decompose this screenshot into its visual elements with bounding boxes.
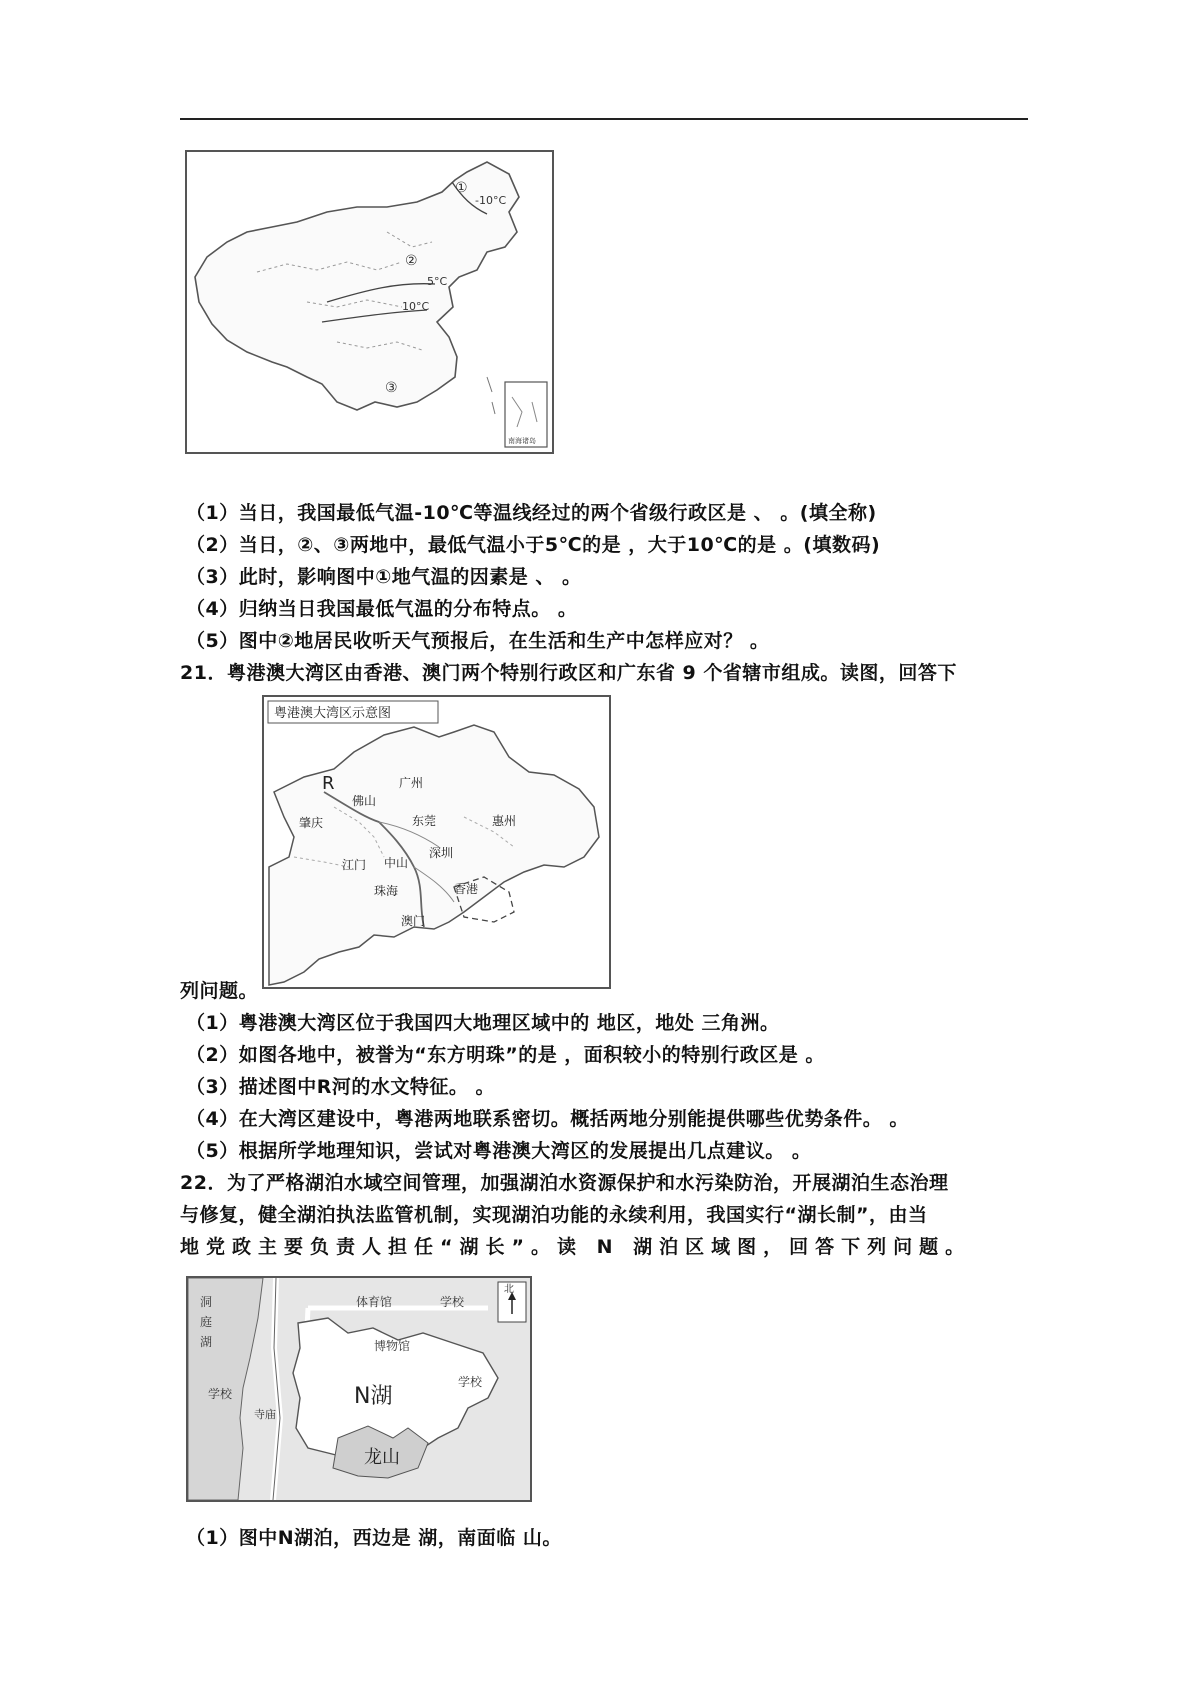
school-left-label: 学校 xyxy=(208,1387,233,1401)
greater-bay-area-map xyxy=(262,695,611,989)
north-label: 北 xyxy=(504,1284,514,1295)
museum-label: 博物馆 xyxy=(374,1339,411,1353)
huizhou-label: 惠州 xyxy=(492,814,517,828)
inset-label: 南海诸岛 xyxy=(508,437,536,445)
gym-label: 体育馆 xyxy=(356,1295,393,1309)
n-lake-label: N湖 xyxy=(354,1384,393,1409)
q20-item-2: （2）当日，②、③两地中，最低气温小于5℃的是 ，大于10℃的是 。(填数码) xyxy=(186,534,881,556)
gba-map-title: 粤港澳大湾区示意图 xyxy=(274,706,392,721)
q22-item-1: （1）图中N湖泊，西边是 湖，南面临 山。 xyxy=(186,1527,562,1549)
q20-item-4: （4）归纳当日我国最低气温的分布特点。 。 xyxy=(186,598,578,620)
q21-intro-line-2: 列问题。 xyxy=(180,980,259,1002)
isotherm-minus10-label: -10°C xyxy=(475,194,507,207)
q21-item-5: （5）根据所学地理知识，尝试对粤港澳大湾区的发展提出几点建议。 。 xyxy=(186,1140,812,1162)
q21-item-1: （1）粤港澳大湾区位于我国四大地理区域中的 地区，地处 三角洲。 xyxy=(186,1012,780,1034)
guangzhou-label: 广州 xyxy=(399,776,424,790)
shenzhen-label: 深圳 xyxy=(429,846,454,860)
dongguan-label: 东莞 xyxy=(412,814,437,828)
west-lake-label-2: 庭 xyxy=(200,1315,213,1329)
isotherm-5-label: 5°C xyxy=(427,275,448,288)
china-temperature-map xyxy=(185,150,554,454)
n-lake-map xyxy=(186,1276,532,1502)
q21-intro-line-1: 21．粤港澳大湾区由香港、澳门两个特别行政区和广东省 9 个省辖市组成。读图，回答下 xyxy=(180,662,957,684)
zhaoqing-label: 肇庆 xyxy=(299,816,324,830)
q21-item-2: （2）如图各地中，被誉为“东方明珠”的是 ，面积较小的特别行政区是 。 xyxy=(186,1044,825,1066)
q20-item-5: （5）图中②地居民收听天气预报后，在生活和生产中怎样应对？ 。 xyxy=(186,630,770,652)
q22-intro-line-3: 地党政主要负责人担任“湖长”。读 N 湖泊区域图，回答下列问题。 xyxy=(180,1236,972,1258)
point-3-label: ③ xyxy=(385,380,398,396)
west-lake-label-3: 湖 xyxy=(200,1335,213,1349)
river-r-label: R xyxy=(322,773,335,794)
foshan-label: 佛山 xyxy=(352,794,377,808)
header-rule xyxy=(180,118,1028,120)
q20-item-3: （3）此时，影响图中①地气温的因素是 、 。 xyxy=(186,566,582,588)
point-2-label: ② xyxy=(405,253,418,269)
q22-intro-line-1: 22．为了严格湖泊水域空间管理，加强湖泊水资源保护和水污染防治，开展湖泊生态治理 xyxy=(180,1172,949,1194)
q20-item-1: （1）当日，我国最低气温-10℃等温线经过的两个省级行政区是 、 。(填全称) xyxy=(186,502,877,524)
q22-intro-line-2: 与修复，健全湖泊执法监管机制，实现湖泊功能的永续利用，我国实行“湖长制”，由当 xyxy=(180,1204,928,1226)
q21-item-4: （4）在大湾区建设中，粤港两地联系密切。概括两地分别能提供哪些优势条件。 。 xyxy=(186,1108,909,1130)
school-right-label: 学校 xyxy=(458,1375,483,1389)
point-1-label: ① xyxy=(455,180,468,196)
zhuhai-label: 珠海 xyxy=(374,884,399,898)
longshan-label: 龙山 xyxy=(364,1447,400,1468)
school-top-label: 学校 xyxy=(440,1295,465,1309)
west-lake-label-1: 洞 xyxy=(200,1295,213,1309)
isotherm-10-label: 10°C xyxy=(402,300,430,313)
xianggang-label: 香港 xyxy=(454,882,479,896)
temple-label: 寺庙 xyxy=(254,1408,276,1421)
zhongshan-label: 中山 xyxy=(384,856,409,870)
jiangmen-label: 江门 xyxy=(342,858,367,872)
aomen-label: 澳门 xyxy=(401,914,426,928)
q21-item-3: （3）描述图中R河的水文特征。 。 xyxy=(186,1076,495,1098)
